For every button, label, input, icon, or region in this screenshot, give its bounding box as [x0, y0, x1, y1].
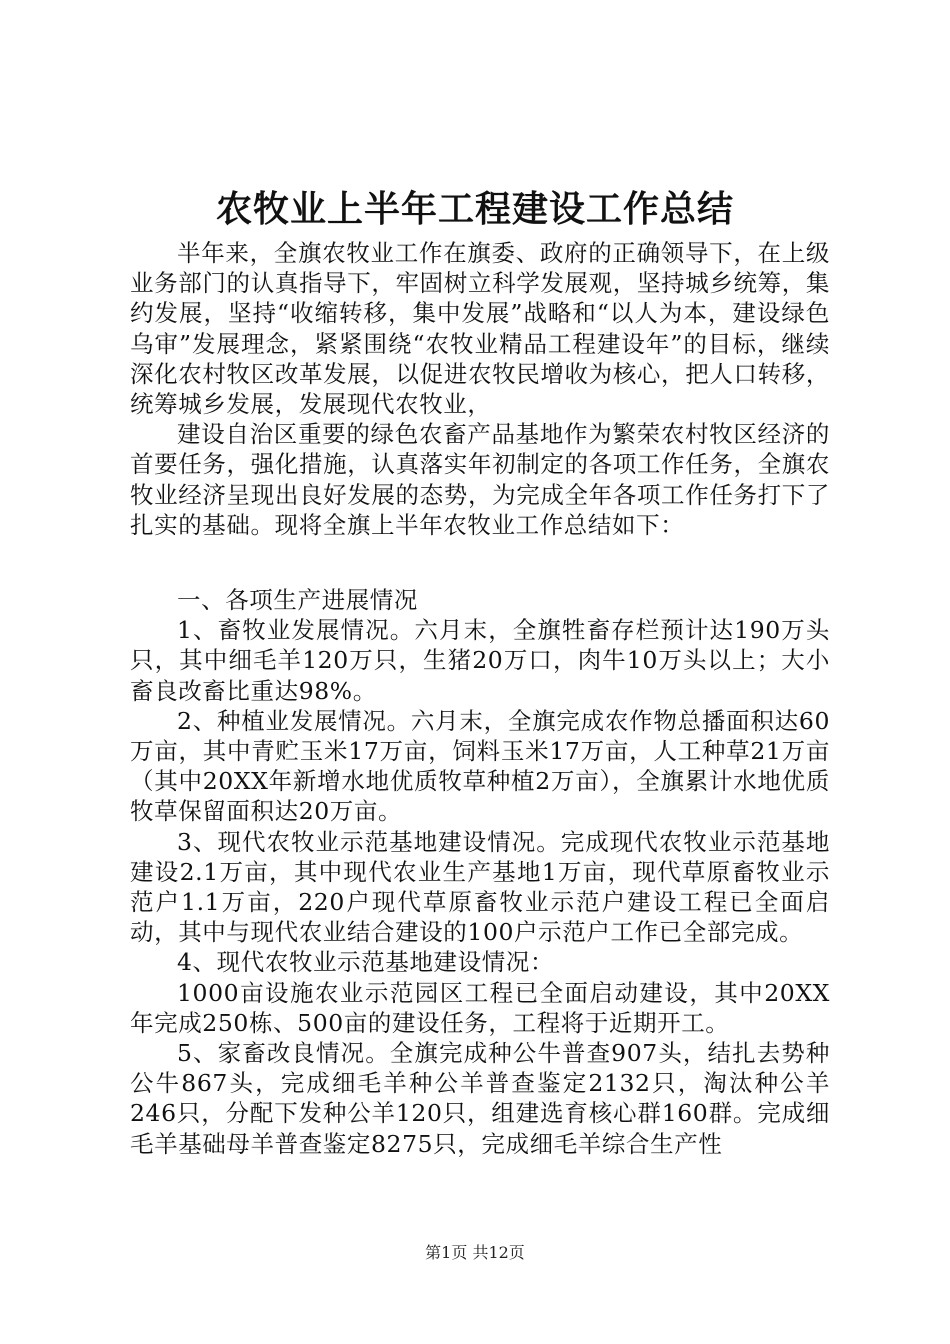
item-livestock: 1、畜牧业发展情况。六月末，全旗牲畜存栏预计达190万头只，其中细毛羊120万只，生猪20万口，肉牛10万头以上；大小畜良改畜比重达98%。 [130, 616, 830, 705]
document-body [130, 238, 830, 1159]
item-planting: 2、种植业发展情况。六月末，全旗完成农作物总播面积达60万亩，其中青贮玉米17万亩，饲料玉米17万亩，人工种草21万亩（其中20XX年新增水地优质牧草种植2万亩），全旗累计水地优质牧草保留面积达20万亩。 [130, 706, 830, 826]
paragraph-spacer [130, 540, 830, 585]
item-demo-base: 3、现代农牧业示范基地建设情况。完成现代农牧业示范基地建设2.1万亩，其中现代农业生产基地1万亩，现代草原畜牧业示范户1.1万亩，220户现代草原畜牧业示范户建设工程已全面启动，其中与现代农业结合建设的100户示范户工作已全部完成。 [130, 827, 830, 947]
item-facility-agriculture: 1000亩设施农业示范园区工程已全面启动建设，其中20XX年完成250栋、500亩的建设任务，工程将于近期开工。 [130, 978, 830, 1037]
intro-paragraph-2: 建设自治区重要的绿色农畜产品基地作为繁荣农村牧区经济的首要任务，强化措施，认真落实年初制定的各项工作任务，全旗农牧业经济呈现出良好发展的态势，为完成全年各项工作任务打下了扎实的基础。现将全旗上半年农牧业工作总结如下： [130, 420, 830, 539]
intro-paragraph-1: 半年来，全旗农牧业工作在旗委、政府的正确领导下，在上级业务部门的认真指导下，牢固树立科学发展观，坚持城乡统筹，集约发展，坚持“收缩转移，集中发展”战略和“以人为本，建设绿色乌审”发展理念，紧紧围绕“农牧业精品工程建设年”的目标，继续深化农村牧区改革发展，以促进农牧民增收为核心，把人口转移，统筹城乡发展，发展现代农牧业， [130, 239, 830, 419]
item-demo-base-heading: 4、现代农牧业示范基地建设情况： [177, 948, 555, 977]
document-title: 农牧业上半年工程建设工作总结 [215, 188, 734, 230]
item-breed-improvement: 5、家畜改良情况。全旗完成种公牛普查907头，结扎去势种公牛867头，完成细毛羊种公羊普查鉴定2132只，淘汰种公羊246只，分配下发种公羊120只，组建选育核心群160群。完成细毛羊基础母羊普查鉴定8275只，完成细毛羊综合生产性 [130, 1039, 830, 1158]
page-number: 第1页 共12页 [425, 1243, 525, 1262]
section-heading: 一、各项生产进展情况 [177, 586, 418, 615]
